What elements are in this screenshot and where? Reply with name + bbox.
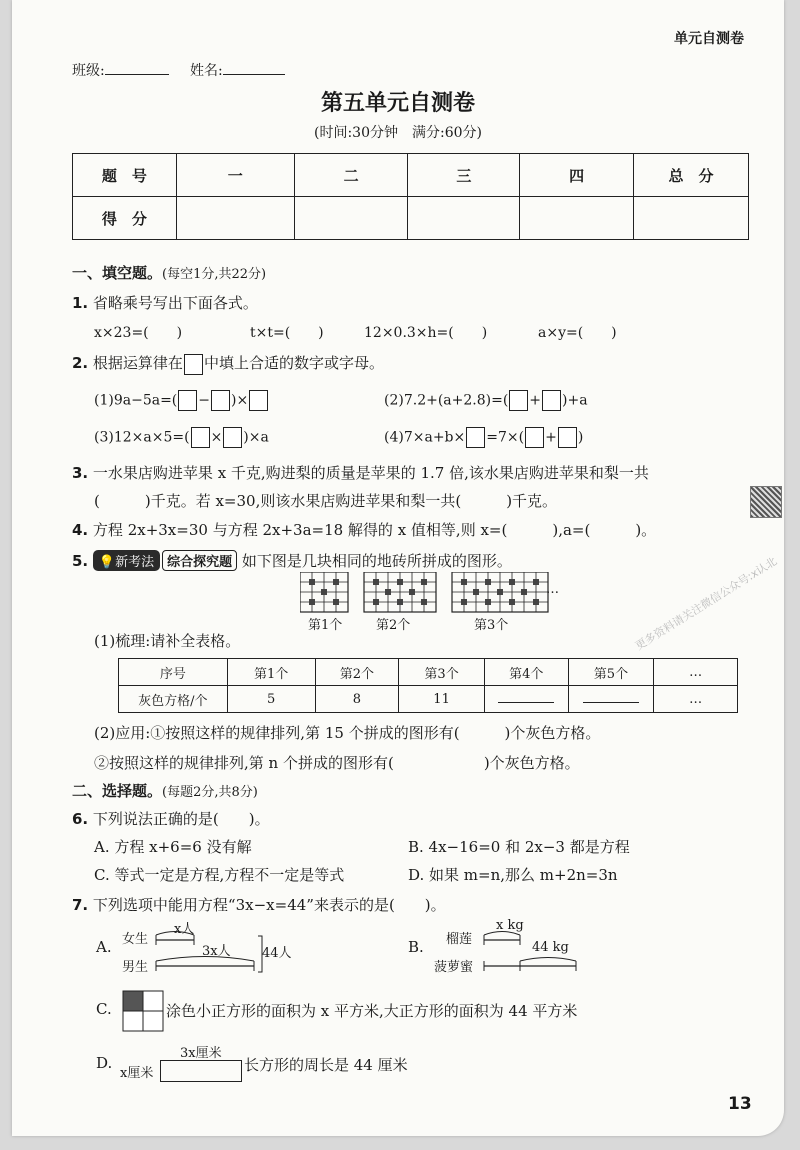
pattern-header-cell: 第4个 — [484, 659, 568, 686]
q1-item-2: t×t=( ) — [250, 325, 324, 341]
tile-figure-2 — [364, 572, 436, 612]
worksheet-page — [12, 0, 784, 1136]
q1-item-3: 12×0.3×h=( ) — [364, 325, 488, 341]
q1-item-1: x×23=( ) — [94, 325, 183, 341]
answer-box[interactable] — [249, 390, 268, 411]
q6-option-a[interactable]: A. 方程 x+6=6 没有解 — [94, 838, 252, 856]
pattern-table — [118, 658, 738, 713]
option-letter: B. — [408, 938, 424, 956]
question-number: 2. — [72, 354, 89, 372]
question-3-line-2: ( )千克。若 x=30,则该水果店购进苹果和梨一共( )千克。 — [94, 492, 558, 510]
answer-box[interactable] — [223, 427, 242, 448]
score-cell[interactable] — [408, 197, 520, 240]
section-2-heading — [72, 780, 258, 801]
q2-part-4 — [384, 427, 583, 448]
section-1-heading — [72, 262, 266, 283]
question-2 — [72, 352, 384, 375]
question-3 — [72, 462, 649, 483]
question-3-line-1: 一水果店购进苹果 x 千克,购进梨的质量是苹果的 1.7 倍,该水果店购进苹果和梨一共 — [92, 464, 649, 482]
score-header-cell: 总 分 — [634, 154, 749, 197]
3x-cm-label: 3x厘米 — [180, 1046, 222, 1061]
section-1-note: (每空1分,共22分) — [162, 267, 267, 282]
option-letter: D. — [96, 1054, 113, 1072]
question-6-text: 下列说法正确的是( )。 — [92, 810, 270, 828]
option-b-segment-diagram — [408, 922, 608, 982]
class-field[interactable] — [72, 60, 169, 80]
q7-option-b[interactable] — [408, 918, 608, 982]
answer-box — [184, 354, 203, 375]
page-title: 第五单元自测卷 — [320, 91, 475, 116]
pattern-header-cell: … — [654, 659, 738, 686]
score-table — [72, 153, 749, 240]
total-people-label: 44人 — [262, 946, 292, 961]
question-7 — [72, 894, 446, 915]
section-2-title: 二、选择题。 — [72, 782, 163, 800]
tile-figure-3 — [452, 572, 548, 612]
score-header-cell: 三 — [408, 154, 520, 197]
page-number: 13 — [728, 1094, 752, 1114]
score-table-header-row — [73, 154, 749, 197]
pattern-table-header — [119, 659, 738, 686]
pattern-row-label: 灰色方格/个 — [119, 686, 228, 713]
pattern-answer-cell[interactable] — [484, 686, 568, 713]
question-1-text: 省略乘号写出下面各式。 — [92, 294, 258, 312]
qr-code-icon — [750, 486, 782, 518]
q2-part-1-text-a: (1)9a−5a=( — [94, 392, 178, 409]
score-cell[interactable] — [634, 197, 749, 240]
q6-option-d[interactable]: D. 如果 m=n,那么 m+2n=3n — [408, 866, 618, 884]
explore-tag: 综合探究题 — [162, 550, 237, 571]
figure-ellipsis: … — [546, 582, 559, 597]
new-method-tag — [93, 550, 160, 571]
q2-part-1-text-c: )× — [231, 392, 249, 409]
q2-part-4-text-d: ) — [577, 429, 584, 446]
q5-sub-3: ②按照这样的规律排列,第 n 个拼成的图形有( )个灰色方格。 — [94, 754, 580, 772]
pattern-cell: 5 — [227, 686, 315, 713]
q2-part-1 — [94, 390, 269, 411]
question-2-text-b: 中填上合适的数字或字母。 — [203, 354, 384, 372]
pattern-cell: 11 — [399, 686, 485, 713]
answer-box[interactable] — [466, 427, 485, 448]
durian-label: 榴莲 — [446, 932, 473, 947]
pattern-header-cell: 第2个 — [315, 659, 399, 686]
q2-part-3-text-c: )×a — [243, 429, 269, 446]
question-number: 3. — [72, 464, 89, 482]
score-header-cell: 题 号 — [73, 154, 177, 197]
option-c-text: 涂色小正方形的面积为 x 平方米,大正方形的面积为 44 平方米 — [166, 1002, 578, 1020]
pattern-cell: 8 — [315, 686, 399, 713]
class-label: 班级: — [72, 63, 105, 79]
answer-box[interactable] — [525, 427, 544, 448]
3x-people-label: 3x人 — [202, 944, 231, 959]
pattern-header-cell: 第5个 — [568, 659, 654, 686]
score-cell[interactable] — [176, 197, 294, 240]
q2-part-3-text-b: × — [210, 429, 223, 446]
question-1 — [72, 292, 258, 313]
pattern-header-cell: 第1个 — [227, 659, 315, 686]
watermark-text: 更多资料请关注微信公众号:x认北 — [633, 554, 780, 653]
x-kg-label: x kg — [496, 918, 524, 933]
q2-part-2-text-c: )+a — [562, 392, 588, 409]
q2-part-3 — [94, 427, 269, 448]
x-cm-label: x厘米 — [120, 1066, 154, 1081]
jackfruit-label: 菠萝蜜 — [434, 960, 474, 975]
question-4 — [72, 519, 656, 540]
option-letter: A. — [96, 938, 112, 956]
question-number: 7. — [72, 896, 89, 914]
section-2-note: (每题2分,共8分) — [162, 785, 258, 800]
answer-box[interactable] — [178, 390, 197, 411]
answer-box[interactable] — [191, 427, 210, 448]
boys-label: 男生 — [122, 960, 149, 975]
q7-option-a[interactable] — [94, 922, 294, 982]
question-4-text: 方程 2x+3x=30 与方程 2x+3a=18 解得的 x 值相等,则 x=( ),a=( )。 — [92, 521, 657, 539]
question-number: 6. — [72, 810, 89, 828]
girls-label: 女生 — [122, 932, 149, 947]
bulb-icon: 💡 — [98, 555, 116, 570]
square-grid-figure — [122, 990, 166, 1032]
question-5 — [72, 550, 512, 571]
question-6 — [72, 808, 270, 829]
q5-sub-1: (1)梳理:请补全表格。 — [94, 632, 241, 650]
option-a-segment-diagram — [94, 922, 294, 982]
score-cell[interactable] — [520, 197, 634, 240]
q2-part-1-text-b: − — [198, 392, 210, 409]
tile-figures — [300, 572, 580, 614]
q2-part-4-text-c: + — [545, 429, 557, 446]
score-header-cell: 一 — [176, 154, 294, 197]
q6-option-c[interactable]: C. 等式一定是方程,方程不一定是等式 — [94, 866, 345, 884]
score-table-score-row — [73, 197, 749, 240]
pattern-table-row — [119, 686, 738, 713]
answer-box[interactable] — [509, 390, 528, 411]
option-letter: C. — [96, 1000, 112, 1018]
figure-label-3: 第3个 — [474, 618, 509, 633]
q2-part-4-text-b: =7×( — [486, 429, 525, 446]
section-1-title: 一、填空题。 — [72, 264, 163, 282]
q1-item-4: a×y=( ) — [538, 325, 617, 341]
page-subtitle: (时间:30分钟 满分:60分) — [314, 125, 482, 141]
pattern-answer-cell[interactable] — [568, 686, 654, 713]
score-cell[interactable] — [294, 197, 408, 240]
figure-label-2: 第2个 — [376, 618, 411, 633]
q6-option-b[interactable]: B. 4x−16=0 和 2x−3 都是方程 — [408, 838, 630, 856]
pattern-header-cell: 序号 — [119, 659, 228, 686]
question-number: 4. — [72, 521, 89, 539]
x-people-label: x人 — [174, 922, 195, 937]
name-label: 姓名: — [190, 63, 223, 79]
score-header-cell: 四 — [520, 154, 634, 197]
new-method-label: 新考法 — [115, 555, 155, 570]
score-header-cell: 二 — [294, 154, 408, 197]
question-7-text: 下列选项中能用方程“3x−x=44”来表示的是( )。 — [92, 896, 446, 914]
q5-sub-2: (2)应用:①按照这样的规律排列,第 15 个拼成的图形有( )个灰色方格。 — [94, 724, 601, 742]
question-5-text: 如下图是几块相同的地砖所拼成的图形。 — [241, 552, 512, 570]
pattern-header-cell: 第3个 — [399, 659, 485, 686]
question-2-text-a: 根据运算律在 — [92, 354, 183, 372]
q2-part-4-text-a: (4)7×a+b× — [384, 429, 466, 446]
question-number: 1. — [72, 294, 89, 312]
answer-box[interactable] — [211, 390, 230, 411]
tile-figure-1 — [300, 572, 348, 612]
name-field[interactable] — [190, 60, 285, 80]
figure-label-1: 第1个 — [308, 618, 343, 633]
44-kg-label: 44 kg — [532, 940, 569, 955]
question-number: 5. — [72, 552, 89, 570]
unit-test-tag: 单元自测卷 — [674, 31, 744, 47]
option-d-text: 长方形的周长是 44 厘米 — [244, 1056, 408, 1074]
q2-part-2-text-b: + — [529, 392, 542, 409]
answer-box[interactable] — [542, 390, 561, 411]
q2-part-2 — [384, 390, 588, 411]
q2-part-2-text-a: (2)7.2+(a+2.8)=( — [384, 392, 509, 409]
rectangle-figure — [160, 1060, 242, 1082]
score-row-label: 得 分 — [73, 197, 177, 240]
pattern-cell: … — [654, 686, 738, 713]
answer-box[interactable] — [558, 427, 577, 448]
q2-part-3-text-a: (3)12×a×5=( — [94, 429, 190, 446]
